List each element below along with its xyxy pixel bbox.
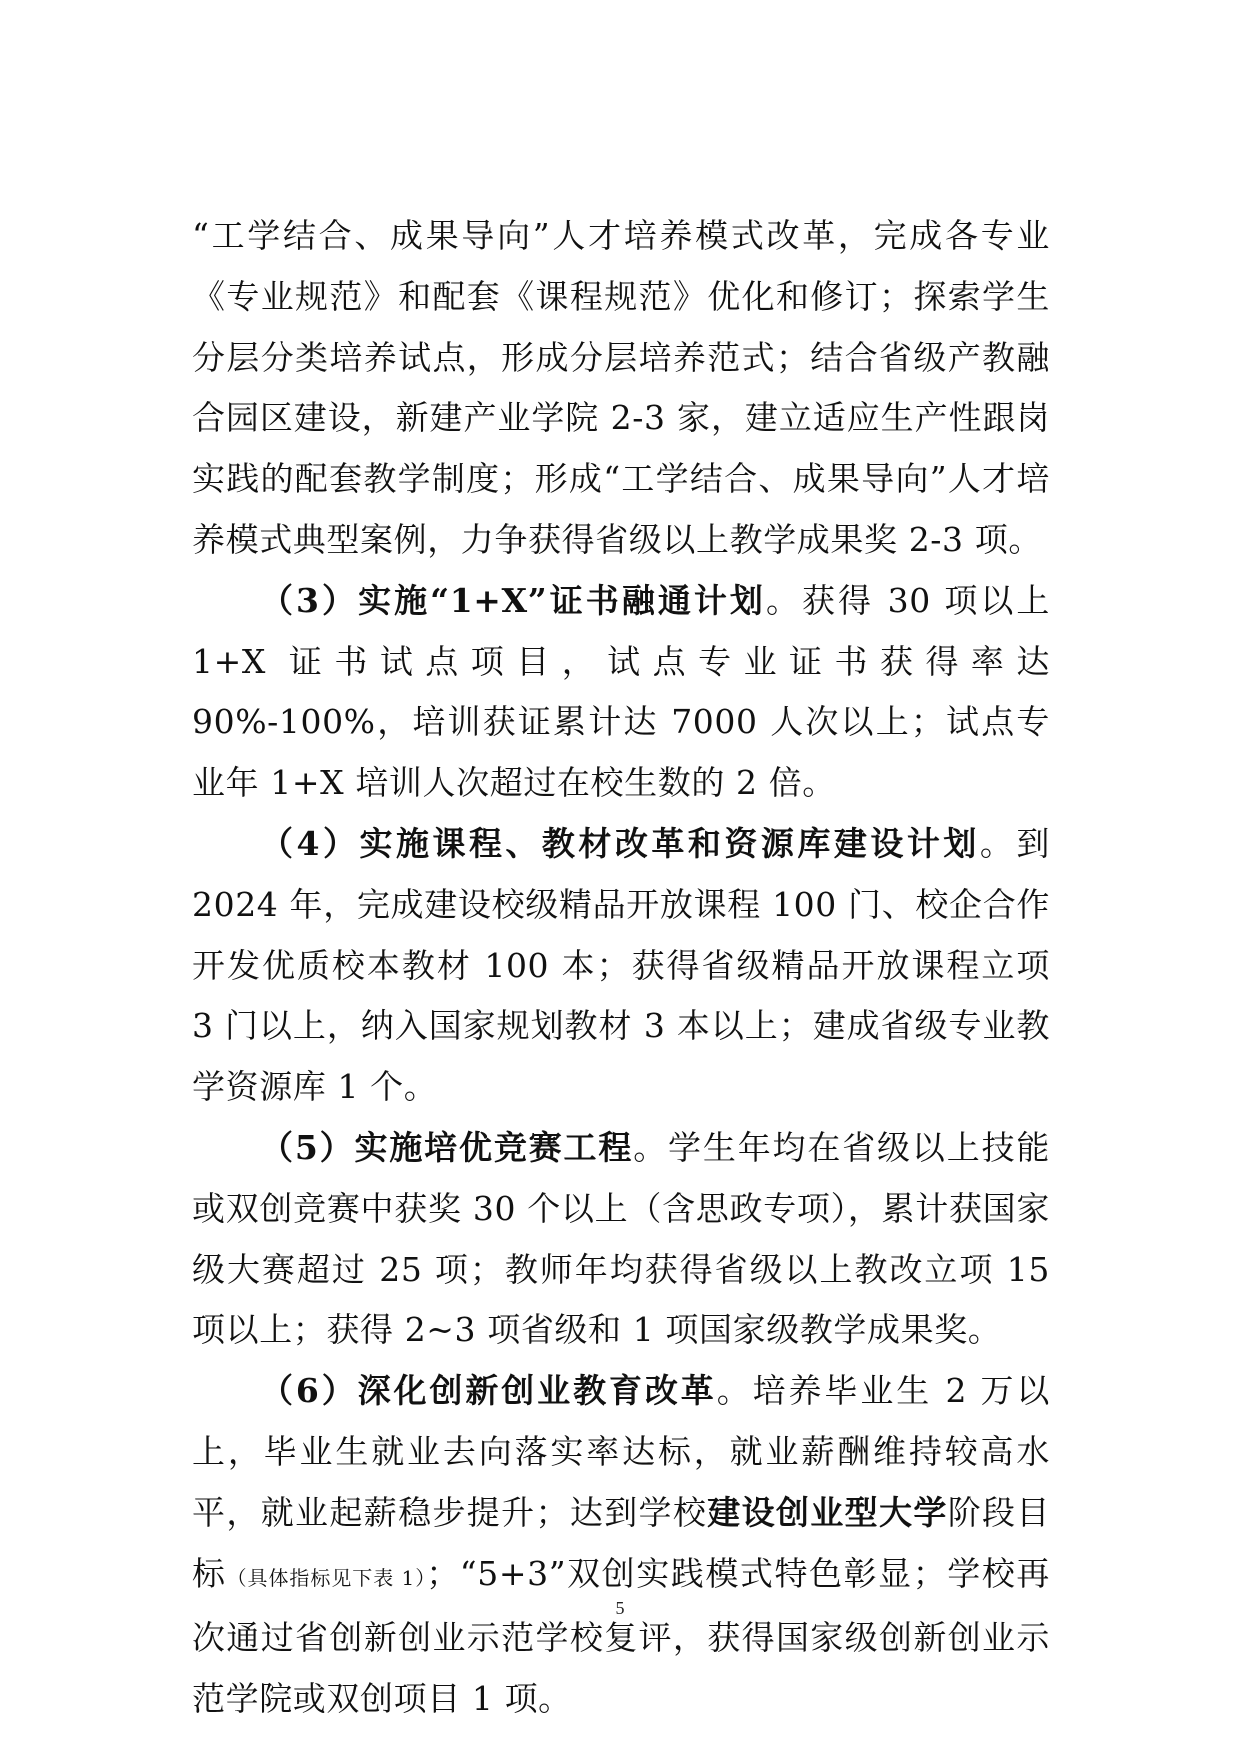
paragraph-talent-training-reform xyxy=(192,206,1050,571)
section-heading-6: （6）深化创新创业教育改革 xyxy=(260,1371,717,1411)
table-reference-note: （具体指标见下表 1） xyxy=(226,1565,427,1590)
paragraph-text: 阶段目标 xyxy=(192,1492,1051,1593)
body-text xyxy=(192,206,1050,1730)
section-heading-3: （3）实施“1+X”证书融通计划 xyxy=(260,580,766,620)
paragraph-curriculum-reform xyxy=(192,814,1050,1118)
paragraph-text: 。到 2024 年，完成建设校级精品开放课程 100 门、校企合作开发优质校本教材 100 本；获得省级精品开放课程立项 3 门以上，纳入国家规划教材 3 本以上；建成省级专业教学资源库 1 个。 xyxy=(192,823,1051,1107)
section-heading-4: （4）实施课程、教材改革和资源库建设计划 xyxy=(260,823,980,863)
section-heading-5: （5）实施培优竞赛工程 xyxy=(260,1127,634,1167)
emphasis-text: 建设创业型大学 xyxy=(707,1492,948,1532)
paragraph-text: 。获得 30 项以上 1+X 证书试点项目，试点专业证书获得率达 90%-100%，培训获证累计达 7000 人次以上；试点专业年 1+X 培训人次超过在校生数的 2 倍。 xyxy=(192,580,1050,803)
paragraph-innovation-entrepreneurship xyxy=(192,1361,1050,1730)
paragraph-1x-certificate xyxy=(192,571,1050,814)
paragraph-competition-project xyxy=(192,1118,1050,1361)
page-number: 5 xyxy=(615,1598,625,1618)
paragraph-text: ；“5+3”双创实践模式特色彰显；学校再次通过省创新创业示范学校复评，获得国家级创新创业示范学院或双创项目 1 项。 xyxy=(192,1553,1050,1719)
paragraph-text: 。培养毕业生 2 万以上，毕业生就业去向落实率达标，就业薪酬维持较高水平，就业起薪稳步提升；达到学校 xyxy=(192,1371,1051,1532)
paragraph-text: “工学结合、成果导向”人才培养模式改革，完成各专业《专业规范》和配套《课程规范》优化和修订；探索学生分层分类培养试点，形成分层培养范式；结合省级产教融合园区建设，新建产业学院 2-3 家，建立适应生产性跟岗实践的配套教学制度；形成“工学结合、成果导向”人才培养模式典型案例，力争获得省级以上教学成果奖 2-3 项。 xyxy=(192,216,1050,559)
paragraph-text: 。学生年均在省级以上技能或双创竞赛中获奖 30 个以上（含思政专项），累计获国家级大赛超过 25 项；教师年均获得省级以上教改立项 15 项以上；获得 2~3 项省级和 1 项国家级教学成果奖。 xyxy=(192,1127,1051,1350)
